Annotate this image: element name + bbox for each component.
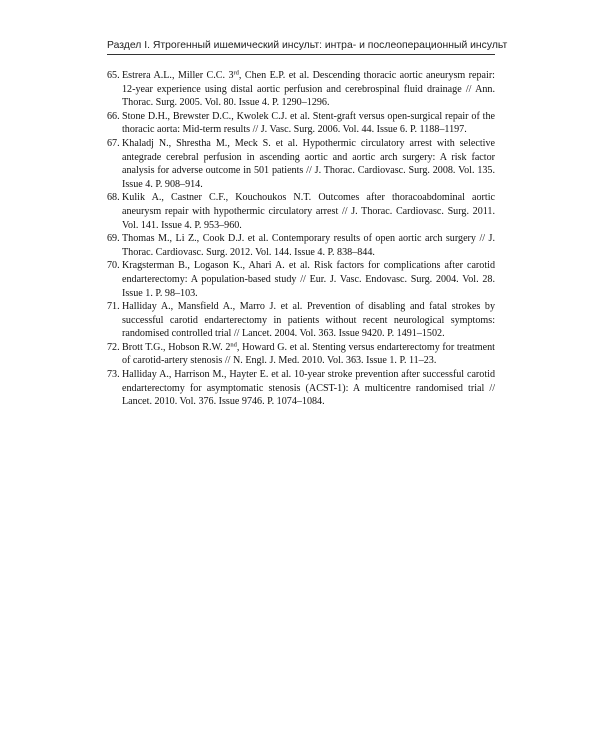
reference-text: Brott T.G., Hobson R.W. 2 <box>122 341 231 353</box>
reference-text: Estrera A.L., Miller C.C. 3 <box>122 70 234 81</box>
reference-number: 68. <box>107 192 120 204</box>
reference-item <box>107 137 495 191</box>
reference-superscript: nd <box>230 341 237 349</box>
reference-item <box>107 341 495 368</box>
reference-text: Kulik A., Castner C.F., Kouchoukos N.T. Outcomes after thoracoabdominal aortic aneurysm repair with hypothermic circulatory arrest // J. Thorac. Cardiovasc. Surg. 2011. Vol. 141. Issue 4. P. 953–960. <box>122 192 495 231</box>
reference-number: 67. <box>107 137 120 149</box>
reference-text: Halliday A., Harrison M., Hayter E. et al. 10-year stroke prevention after successful carotid endarterectomy for asymptomatic stenosis (ACST-1): A multicentre randomised trial // Lancet. 2010. Vol. 376. Issue 9746. P. 1074–1084. <box>122 369 495 408</box>
reference-number: 66. <box>107 110 120 122</box>
reference-text: Stone D.H., Brewster D.C., Kwolek C.J. et al. Stent-graft versus open-surgical repair of the thoracic aorta: Mid-term results // J. Vasc. Surg. 2006. Vol. 44. Issue 6. P. 1188–1197. <box>122 110 495 136</box>
reference-item <box>107 232 495 259</box>
reference-item <box>107 110 495 137</box>
reference-number: 70. <box>107 260 120 272</box>
reference-list <box>107 69 495 409</box>
reference-number: 72. <box>107 341 120 353</box>
reference-text-continued: , Howard G. et al. Stenting versus endarterectomy for treatment of carotid-artery stenosis // N. Engl. J. Med. 2010. Vol. 363. Issue 1. P. 11–23. <box>122 341 495 367</box>
reference-item <box>107 191 495 232</box>
reference-text: Kragsterman B., Logason K., Ahari A. et al. Risk factors for complications after carotid endarterectomy: A population-based study // Eur. J. Vasc. Endovasc. Surg. 2004. Vol. 28. Issue 1. P. 98–103. <box>122 260 495 299</box>
reference-text-continued: , Chen E.P. et al. Descending thoracic aortic aneurysm repair: 12-year experience using distal aortic perfusion and cerebrospinal fluid drainage // Ann. Thorac. Surg. 2005. Vol. 80. Issue 4. P. 1290–1296. <box>122 70 495 109</box>
reference-text: Halliday A., Mansfield A., Marro J. et al. Prevention of disabling and fatal strokes by successful carotid endarterectomy in patients without recent neurological symptoms: randomised controlled trial // Lancet. 2004. Vol. 363. Issue 9420. P. 1491–1502. <box>122 301 495 340</box>
reference-number: 71. <box>107 301 120 313</box>
reference-number: 69. <box>107 233 120 245</box>
reference-item <box>107 300 495 341</box>
running-header: Раздел I. Ятрогенный ишемический инсульт: интра- и послеоперационный инсульт <box>107 40 495 55</box>
reference-superscript: rd <box>233 69 239 77</box>
reference-item <box>107 69 495 110</box>
reference-item <box>107 368 495 409</box>
reference-number: 65. <box>107 70 120 81</box>
reference-text: Thomas M., Li Z., Cook D.J. et al. Contemporary results of open aortic arch surgery // J. Thorac. Cardiovasc. Surg. 2012. Vol. 144. Issue 4. P. 838–844. <box>122 233 495 258</box>
reference-item <box>107 259 495 300</box>
reference-number: 73. <box>107 369 120 381</box>
reference-text: Khaladj N., Shrestha M., Meck S. et al. Hypothermic circulatory arrest with selective antegrade cerebral perfusion in ascending aortic and aortic arch surgery: A risk factor analysis for adverse outcome in 501 patients // J. Thorac. Cardiovasc. Surg. 2008. Vol. 135. Issue 4. P. 908–914. <box>122 137 495 190</box>
